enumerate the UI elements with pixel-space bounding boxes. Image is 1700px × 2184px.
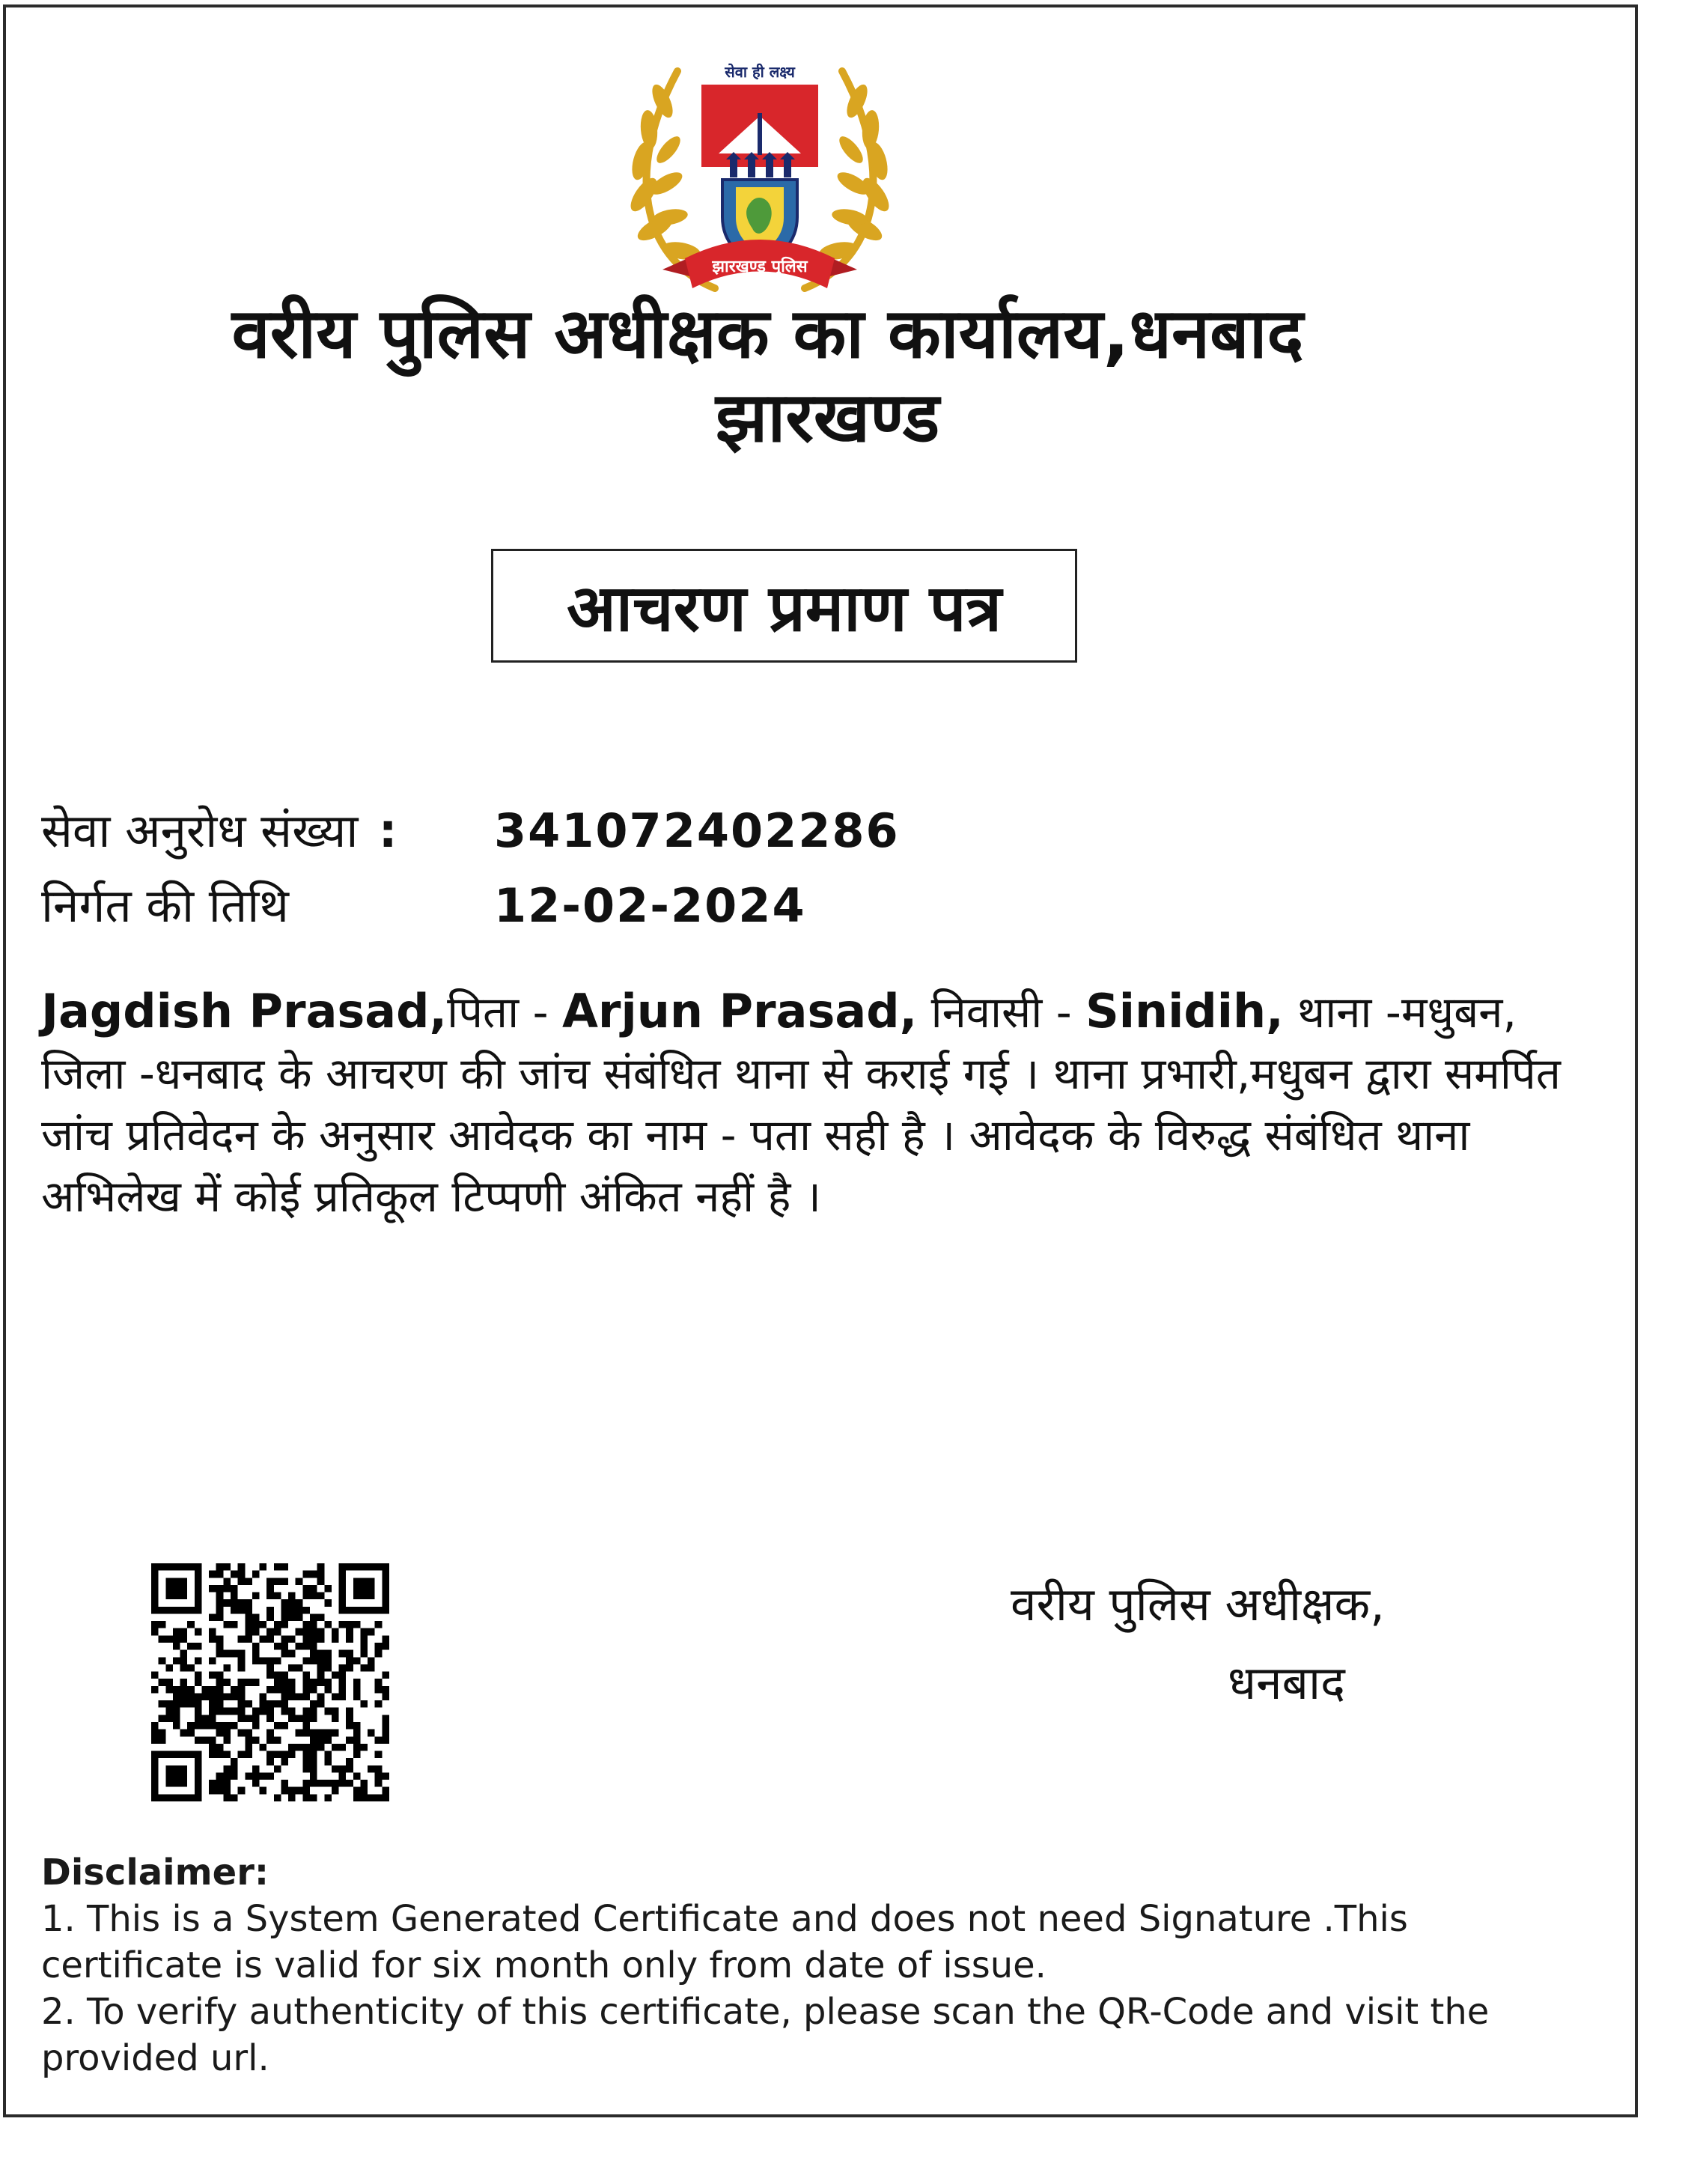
residence-label: निवासी - bbox=[917, 987, 1086, 1038]
signatory-district: धनबाद bbox=[1228, 1655, 1345, 1710]
issue-date-label: निर्गत की तिथि bbox=[41, 878, 289, 933]
emblem-ribbon-text: झारखण्ड पुलिस bbox=[712, 258, 808, 276]
office-title-line-2: झारखण्ड bbox=[715, 377, 940, 457]
disclaimer-item-1: 1. This is a System Generated Certificate and does not need Signature .This certificate is valid for six month only from date of issue. bbox=[41, 1898, 1408, 1986]
father-name: Arjun Prasad, bbox=[561, 984, 918, 1038]
office-title-line-1: वरीय पुलिस अधीक्षक का कार्यालय,धनबाद bbox=[231, 293, 1304, 374]
service-request-colon: : bbox=[378, 803, 397, 858]
office-header bbox=[0, 292, 1700, 460]
disclaimer-item-2: 2. To verify authenticity of this certificate, please scan the QR-Code and visit the provided url. bbox=[41, 1991, 1490, 2079]
jharkhand-police-emblem bbox=[610, 41, 910, 318]
certificate-title: आचरण प्रमाण पत्र bbox=[567, 571, 1002, 646]
certificate-title-box bbox=[491, 549, 1077, 663]
certificate-body bbox=[41, 981, 1598, 1227]
issue-date-value: 12-02-2024 bbox=[494, 878, 806, 933]
service-request-row bbox=[41, 801, 900, 861]
service-request-number: 341072402286 bbox=[494, 803, 900, 858]
verification-qr-code[interactable] bbox=[151, 1563, 389, 1801]
signatory-block bbox=[1011, 1565, 1535, 1722]
emblem-motto: सेवा ही लक्ष्य bbox=[725, 63, 795, 81]
verification-statement: थाना -मधुबन, जिला -धनबाद के आचरण की जांच संबंधित थाना से कराई गई । थाना प्रभारी,मधुबन द्वारा समर्पित जांच प्रतिवेदन के अनुसार आवेदक का नाम - पता सही है । आवेदक के विरुद्ध संबंधित थाना अभिलेख में कोई प्रतिकूल टिप्पणी अंकित नहीं है । bbox=[41, 987, 1561, 1222]
issue-date-row bbox=[41, 876, 806, 936]
service-request-label: सेवा अनुरोध संख्या bbox=[41, 803, 359, 858]
applicant-name: Jagdish Prasad, bbox=[41, 984, 448, 1038]
father-label: पिता - bbox=[447, 987, 562, 1038]
disclaimer-section bbox=[41, 1849, 1598, 2081]
disclaimer-title: Disclaimer: bbox=[41, 1852, 269, 1893]
residence-place: Sinidih, bbox=[1085, 984, 1284, 1038]
signatory-designation: वरीय पुलिस अधीक्षक, bbox=[1011, 1577, 1385, 1631]
